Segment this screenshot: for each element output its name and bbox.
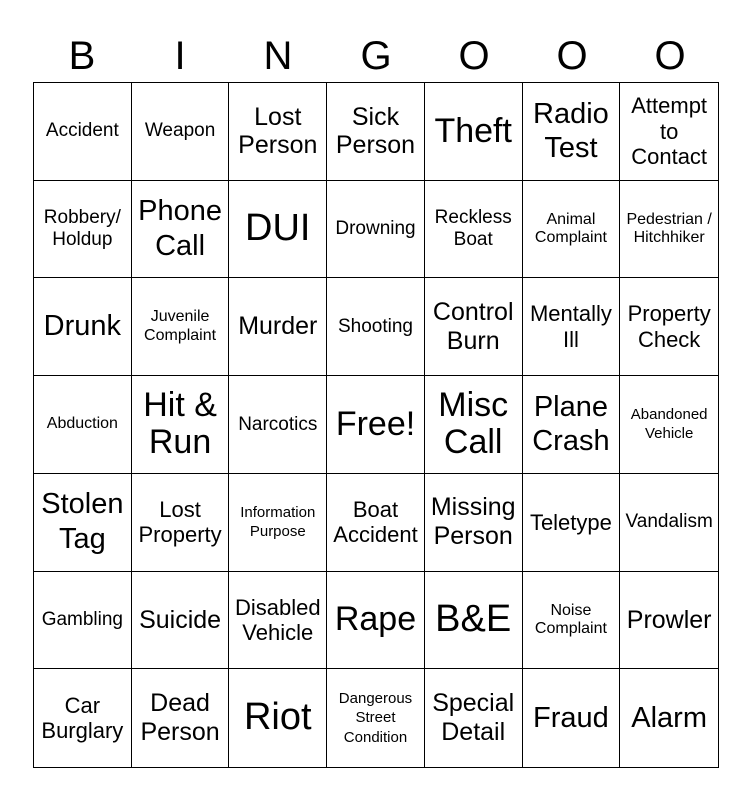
bingo-cell[interactable]: Prowler (620, 572, 718, 670)
bingo-cell[interactable]: Gambling (34, 572, 132, 670)
bingo-cell[interactable]: Dead Person (132, 669, 230, 767)
bingo-cell[interactable]: Phone Call (132, 181, 230, 279)
header-letter: I (174, 34, 186, 78)
bingo-cell[interactable]: Lost Person (229, 83, 327, 181)
bingo-board (33, 82, 719, 768)
bingo-cell[interactable]: Mentally Ill (523, 278, 621, 376)
bingo-cell[interactable]: Murder (229, 278, 327, 376)
bingo-cell[interactable]: Drunk (34, 278, 132, 376)
header-letter: O (458, 34, 490, 78)
bingo-cell[interactable]: Misc Call (425, 376, 523, 474)
bingo-cell[interactable]: Plane Crash (523, 376, 621, 474)
bingo-cell[interactable]: Shooting (327, 278, 425, 376)
header-letter: O (556, 34, 588, 78)
bingo-cell[interactable]: Special Detail (425, 669, 523, 767)
bingo-cell[interactable]: Robbery/ Holdup (34, 181, 132, 279)
bingo-cell[interactable]: Attempt to Contact (620, 83, 718, 181)
bingo-cell[interactable]: Noise Complaint (523, 572, 621, 670)
bingo-cell[interactable]: Vandalism (620, 474, 718, 572)
bingo-cell[interactable]: Disabled Vehicle (229, 572, 327, 670)
bingo-cell[interactable]: Riot (229, 669, 327, 767)
bingo-cell[interactable]: Information Purpose (229, 474, 327, 572)
header-letter: G (360, 34, 392, 78)
bingo-cell[interactable]: B&E (425, 572, 523, 670)
bingo-cell[interactable]: Weapon (132, 83, 230, 181)
bingo-cell[interactable]: Pedestrian / Hitchhiker (620, 181, 718, 279)
header-letter: N (263, 34, 293, 78)
bingo-cell[interactable]: Lost Property (132, 474, 230, 572)
bingo-cell[interactable]: Radio Test (523, 83, 621, 181)
bingo-cell[interactable]: Hit & Run (132, 376, 230, 474)
bingo-cell[interactable]: Animal Complaint (523, 181, 621, 279)
bingo-cell[interactable]: Property Check (620, 278, 718, 376)
bingo-cell[interactable]: Suicide (132, 572, 230, 670)
bingo-cell[interactable]: Free! (327, 376, 425, 474)
bingo-cell[interactable]: Alarm (631, 701, 707, 734)
header-letter: O (654, 34, 686, 78)
bingo-cell[interactable]: Accident (34, 83, 132, 181)
bingo-cell[interactable]: Boat Accident (327, 474, 425, 572)
bingo-cell[interactable]: DUI (229, 181, 327, 279)
bingo-cell[interactable]: Sick Person (327, 83, 425, 181)
bingo-cell[interactable]: Control Burn (425, 278, 523, 376)
bingo-cell[interactable]: Reckless Boat (425, 181, 523, 279)
header-letter: B (68, 34, 96, 78)
bingo-cell[interactable]: Juvenile Complaint (132, 278, 230, 376)
bingo-cell[interactable]: Car Burglary (34, 669, 132, 767)
bingo-cell[interactable]: Dangerous Street Condition (327, 669, 425, 767)
bingo-cell[interactable]: Abduction (34, 376, 132, 474)
bingo-cell[interactable]: Narcotics (229, 376, 327, 474)
bingo-cell[interactable]: Abandoned Vehicle (620, 376, 718, 474)
bingo-cell[interactable]: Theft (425, 83, 523, 181)
bingo-cell[interactable]: Fraud (523, 669, 621, 767)
bingo-cell[interactable]: Missing Person (425, 474, 523, 572)
bingo-cell[interactable]: Rape (327, 572, 425, 670)
bingo-cell[interactable]: Stolen Tag (34, 474, 132, 572)
bingo-cell[interactable]: Teletype (523, 474, 621, 572)
bingo-header (33, 30, 719, 82)
bingo-cell[interactable]: Drowning (327, 181, 425, 279)
